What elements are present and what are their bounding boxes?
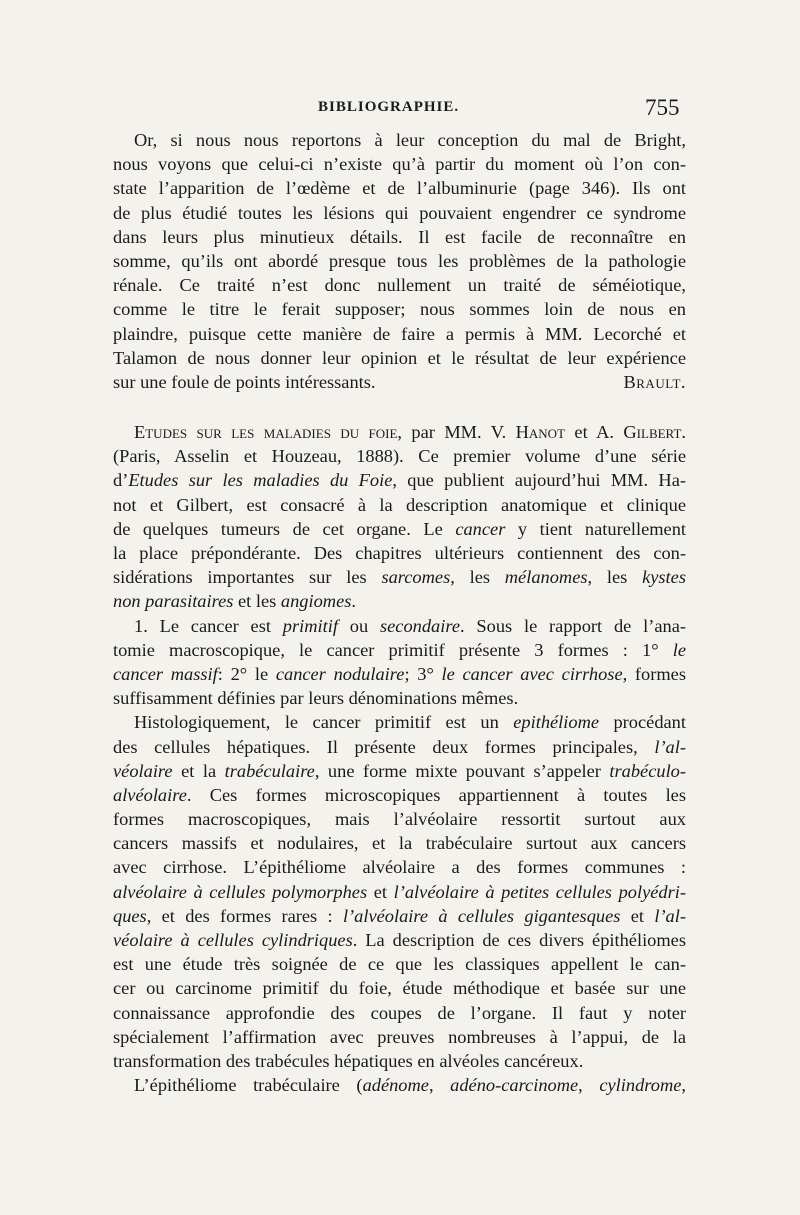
italic-segment: alvéolaire à cellules polymorphes (113, 881, 368, 902)
text-line (113, 880, 686, 904)
text-segment: 1. Le cancer est (134, 615, 283, 636)
text-segment: , (578, 1075, 600, 1096)
italic-segment: secondaire (379, 615, 460, 636)
italic-segment: le (672, 639, 686, 660)
page-number: 755 (645, 95, 680, 120)
running-title: BIBLIOGRAPHIE. (318, 99, 460, 115)
text-line: somme, qu’ils ont abordé presque tous les problèmes de la pathologie (113, 250, 686, 271)
text-segment: . Ces formes microscopiques appartiennent à toutes les (186, 784, 686, 805)
page-header (0, 95, 800, 125)
text-segment: procédant (599, 712, 686, 733)
text-line (113, 565, 686, 589)
text-segment: , une forme mixte pouvant s’appeler (314, 760, 610, 781)
text-line: Talamon de nous donner leur opinion et le résultat de leur expérience (113, 347, 686, 368)
italic-segment: trabéculaire (224, 760, 315, 781)
italic-segment: epithéliome (513, 712, 600, 733)
italic-segment: l’al- (654, 736, 686, 757)
text-segment: , que publient aujourd’hui MM. Ha- (392, 470, 686, 491)
text-line (113, 735, 686, 759)
italic-segment: l’alvéolaire à cellules gigantesques (342, 905, 621, 926)
text-segment: , (681, 1075, 687, 1096)
italic-segment: angiomes (280, 591, 352, 612)
section-spacer (113, 394, 686, 420)
italic-segment: cancer massif (113, 663, 218, 684)
text-segment: ou (337, 615, 380, 636)
text-segment: ; 3° (404, 663, 442, 684)
text-line: formes macroscopiques, mais l’alvéolaire ressortit surtout aux (113, 809, 686, 830)
text-segment: sidérations importantes sur les (113, 567, 382, 588)
text-line (113, 638, 686, 662)
italic-segment: véolaire (113, 760, 173, 781)
italic-segment: le cancer avec cirrhose (441, 663, 623, 684)
text-segment: des cellules hépatiques. Il présente deux formes principales, (113, 736, 655, 757)
italic-segment: primitif (282, 615, 338, 636)
italic-segment: l’alvéolaire à petites cellules polyédri- (393, 881, 686, 902)
italic-segment: mélanomes (504, 567, 588, 588)
text-line: cancers massifs et nodulaires, et la trabéculaire surtout aux cancers (113, 833, 686, 854)
reviewer-signature: Brault. (623, 371, 686, 392)
italic-segment: adéno-carcinome (450, 1075, 579, 1096)
text-line (113, 1073, 686, 1097)
author-name: Hanot (515, 422, 566, 443)
text-line: connaissance approfondie des coupes de l’organe. Il faut y noter (113, 1002, 686, 1023)
text-segment: et A. (565, 422, 624, 443)
text-segment: , (428, 1075, 451, 1096)
text-line (113, 614, 686, 638)
review-heading (113, 420, 686, 444)
italic-segment: cancer nodulaire (275, 663, 405, 684)
italic-segment: véolaire à cellules cylindriques (113, 930, 353, 950)
text-segment: et (620, 905, 655, 926)
text-segment: tomie macroscopique, le cancer primitif présente 3 formes : 1° (113, 639, 673, 660)
text-line: dans leurs plus minutieux détails. Il est facile de reconnaître en (113, 226, 686, 247)
text-segment: Histologiquement, le cancer primitif est un (134, 712, 514, 733)
text-line (113, 468, 686, 492)
italic-segment: trabéculo- (609, 760, 686, 781)
text-segment: , par MM. V. (397, 422, 516, 443)
text-segment: , les (450, 567, 505, 588)
page-body (113, 128, 686, 1097)
italic-segment: cylindrome (599, 1075, 682, 1096)
text-line: spécialement l’affirmation avec preuves nombreuses à l’appui, de la (113, 1026, 686, 1047)
italic-segment: Etudes sur les maladies du Foie (128, 470, 393, 491)
review-bright (113, 128, 686, 394)
text-line (113, 517, 686, 541)
text-line: transformation des trabécules hépatiques en alvéoles cancéreux. (113, 1050, 584, 1071)
text-segment: . (351, 591, 357, 612)
text-line (113, 710, 686, 734)
text-line (113, 759, 686, 783)
text-line: la place prépondérante. Des chapitres ultérieurs contiennent des con- (113, 543, 686, 563)
italic-segment: cancer (455, 518, 506, 539)
text-line (113, 662, 686, 686)
text-line: Or, si nous nous reportons à leur conception du mal de Bright, (134, 130, 686, 150)
text-segment: et (367, 881, 394, 902)
italic-segment: adénome (362, 1075, 429, 1096)
text-segment: , formes (622, 663, 687, 684)
text-line (113, 904, 686, 928)
text-line: not et Gilbert, est consacré à la description anatomique et clinique (113, 494, 686, 515)
author-name: Gilbert (623, 422, 682, 443)
text-segment: et la (172, 760, 225, 781)
text-segment: , les (587, 567, 643, 588)
text-line: avec cirrhose. L’épithéliome alvéolaire a des formes communes : (113, 857, 686, 878)
text-segment: . Sous le rapport de l’ana- (460, 615, 686, 636)
text-line: state l’apparition de l’œdème et de l’albuminurie (page 346). Ils ont (113, 178, 686, 199)
text-line (113, 783, 686, 807)
text-segment: : 2° le (217, 663, 276, 684)
book-title: Etudes sur les maladies du foie (134, 422, 398, 443)
italic-segment: non parasitaires (113, 591, 234, 612)
text-segment: de quelques tumeurs de cet organe. Le (113, 518, 456, 539)
text-line: (Paris, Asselin et Houzeau, 1888). Ce premier volume d’une série (113, 446, 686, 467)
text-line-with-signature (113, 370, 686, 394)
italic-segment: kystes (642, 567, 686, 588)
review-hanot-gilbert (113, 420, 686, 1097)
text-line: nous voyons que celui-ci n’existe qu’à partir du moment où l’on con- (113, 154, 686, 175)
text-line: est une étude très soignée de ce que les classiques appellent le can- (113, 954, 686, 975)
italic-segment: sarcomes (381, 567, 451, 588)
text-line: cer ou carcinome primitif du foie, étude méthodique et basée sur une (113, 978, 686, 999)
text-segment: . La description de ces divers épithéliomes (352, 930, 687, 950)
italic-segment: ques (113, 905, 147, 926)
text-segment: et les (233, 591, 281, 612)
text-segment: sur une foule de points intéressants. (113, 371, 376, 392)
text-segment: , et des formes rares : (146, 905, 343, 926)
text-line: de plus étudié toutes les lésions qui pouvaient engendrer ce syndrome (113, 202, 686, 223)
text-line: suffisamment définies par leurs dénominations mêmes. (113, 688, 519, 709)
text-segment: d’ (113, 470, 129, 491)
text-line: rénale. Ce traité n’est donc nullement un traité de séméiotique, (113, 275, 686, 296)
text-line (113, 589, 686, 613)
text-line: plaindre, puisque cette manière de faire a permis à MM. Lecorché et (113, 323, 686, 344)
text-line: comme le titre le ferait supposer; nous sommes loin de nous en (113, 299, 686, 320)
text-segment: . (681, 422, 686, 443)
text-segment: L’épithéliome trabéculaire ( (134, 1075, 363, 1096)
text-line (113, 928, 686, 952)
italic-segment: l’al- (654, 905, 686, 926)
italic-segment: alvéolaire (113, 784, 187, 805)
text-segment: y tient naturellement (505, 518, 687, 539)
